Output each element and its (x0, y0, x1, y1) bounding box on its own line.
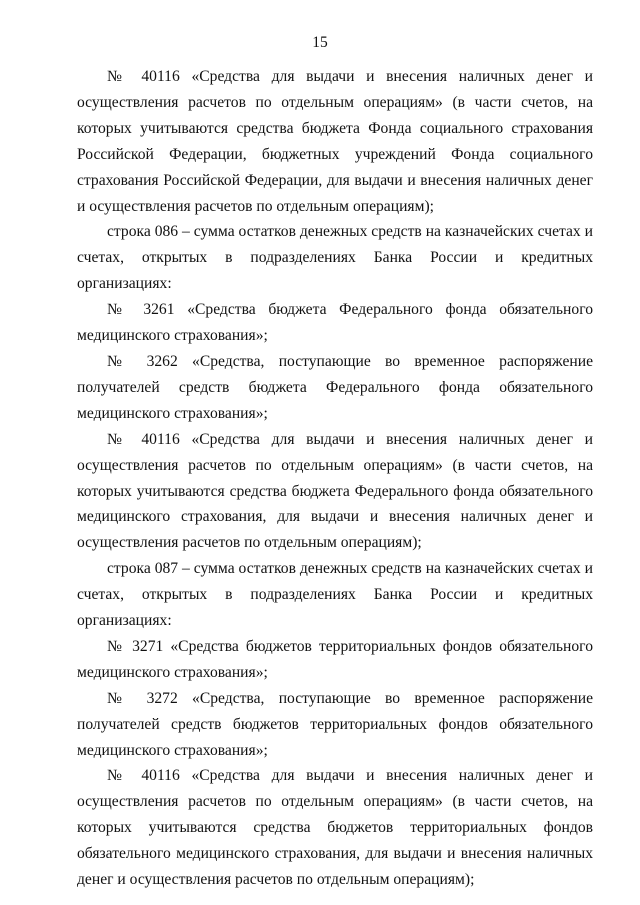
paragraph-account-3261: № 3261 «Средства бюджета Федерального фонда обязательного медицинского страхования»; (77, 301, 593, 345)
paragraph-account-3262: № 3262 «Средства, поступающие во временное распоряжение получателей средств бюджета Федерального фонда обязательного медицинского страхования»; (77, 352, 593, 422)
paragraph-line-086: строка 086 – сумма остатков денежных средств на казначейских счетах и счетах, открытых в подразделениях Банка России и кредитных организациях: (77, 223, 593, 293)
paragraph-account-3272: № 3272 «Средства, поступающие во временное распоряжение получателей средств бюджетов территориальных фондов обязательного медицинского страхования»; (77, 689, 593, 759)
paragraph-account-40116-social-insurance: № 40116 «Средства для выдачи и внесения наличных денег и осуществления расчетов по отдельным операциям» (в части счетов, на которых учитываются средства бюджета Фонда социального страхования Российской Федерации, бюджетных учреждений Фонда социального страхования Российской Федерации, для выдачи и внесения наличных денег и осуществления расчетов по отдельным операциям); (77, 68, 593, 215)
paragraph-account-3271: № 3271 «Средства бюджетов территориальных фондов обязательного медицинского страхования»; (77, 637, 593, 681)
paragraph-line-087: строка 087 – сумма остатков денежных средств на казначейских счетах и счетах, открытых в подразделениях Банка России и кредитных организациях: (77, 560, 593, 630)
page-number: 15 (312, 34, 328, 51)
paragraph-account-40116-federal-fund: № 40116 «Средства для выдачи и внесения наличных денег и осуществления расчетов по отдельным операциям» (в части счетов, на которых учитываются средства бюджета Федерального фонда обязательного медицинского страхования, для выдачи и внесения наличных денег и осуществления расчетов по отдельным операциям); (77, 430, 593, 552)
paragraph-account-40116-territorial-funds: № 40116 «Средства для выдачи и внесения наличных денег и осуществления расчетов по отдельным операциям» (в части счетов, на которых учитываются средства бюджетов территориальных фондов обязательного медицинского страхования, для выдачи и внесения наличных денег и осуществления расчетов по отдельным операциям); (77, 767, 593, 889)
document-body (77, 64, 593, 893)
